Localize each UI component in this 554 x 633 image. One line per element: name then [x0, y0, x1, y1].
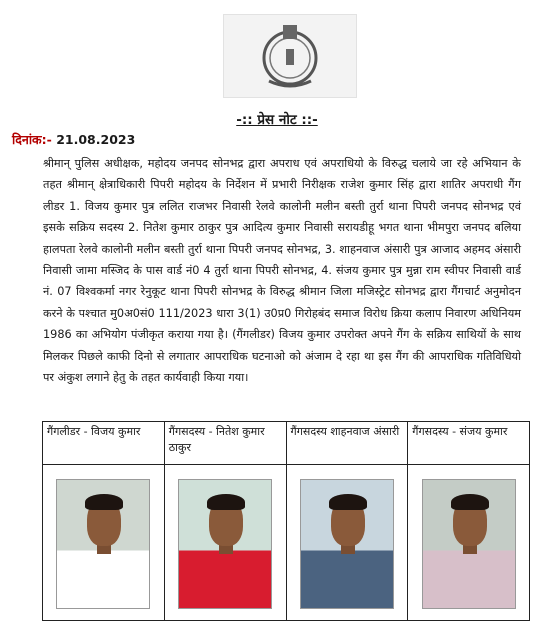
up-police-emblem-icon: [255, 21, 325, 91]
gang-members-table: [42, 421, 530, 621]
press-note-body: श्रीमान् पुलिस अधीक्षक, महोदय जनपद सोनभद्र द्वारा अपराध एवं अपराधियो के विरुद्ध चलाये जा रहे अभियान के तहत श्रीमान् क्षेत्राधिकारी पिपरी महोदय के निर्देशन में प्रभारी निरीक्षक राजेश कुमार सिंह द्वारा शातिर अपराधी गैंग लीडर 1. विजय कुमार पुत्र ललित राजभर निवासी रेलवे कालोनी मलीन बस्ती तुर्रा थाना पिपरी जनपद सोनभद्र एवं इसके सक्रिय सदस्य 2. नितेश कुमार ठाकुर पुत्र आदित्य कुमार निवासी सरायडीहू भगत थाना भीमपुरा जनपद बलिया हालपता रेलवे कालोनी मलीन बस्ती तुर्रा थाना पिपरी जनपद सोनभद्र, 3. शाहनवाज अंसारी पुत्र आजाद अहमद अंसारी निवासी जामा मस्जिद के पास वार्ड नं0 4 तुर्रा थाना पिपरी सोनभद्र, 4. संजय कुमार पुत्र मुन्ना राम स्वीपर निवासी वार्ड नं. 07 विश्वकर्मा नगर रेनुकूट थाना पिपरी सोनभद्र के विरुद्ध श्रीमान जिला मजिस्ट्रेट सोनभद्र द्वारा गैंगचार्ट अनुमोदन करने के पश्चात मु0अ0सं0 111/2023 धारा 3(1) उ0प्र0 गिरोहबंद समाज विरोध क्रिया कलाप निवारण अधिनियम 1986 का अभियोग पंजीकृत कराया गया है। (गैंगलीडर) विजय कुमार उपरोक्त अपने गैंग के सक्रिय साथियों के साथ मिलकर पिछले काफी दिनो से लगातार आपराधिक घटनाओ को अंजाम दे रहा था इस गैंग की आपराधिक गतिविधियो पर अंकुश लगाने हेतु के तहत कार्यवाही किया गया।: [43, 157, 521, 385]
member-photo-cell-1: [43, 465, 165, 621]
member-photo-3: [300, 479, 394, 609]
page-title: -:: प्रेस नोट ::-: [236, 112, 318, 128]
member-photo-2: [178, 479, 272, 609]
member-label-4: गैंगसदस्य - संजय कुमार: [408, 422, 530, 465]
member-photo-cell-3: [286, 465, 408, 621]
member-label-1: गैंगलीडर - विजय कुमार: [43, 422, 165, 465]
date-value: 21.08.2023: [56, 132, 136, 147]
member-photo-1: [56, 479, 150, 609]
date-label: दिनांक:-: [12, 132, 52, 147]
member-label-3: गैंगसदस्य शाहनवाज अंसारी: [286, 422, 408, 465]
member-photo-cell-2: [164, 465, 286, 621]
member-photo-4: [422, 479, 516, 609]
police-emblem: [223, 14, 357, 98]
date-line: [12, 131, 135, 148]
member-photo-cell-4: [408, 465, 530, 621]
member-label-2: गैंगसदस्य - नितेश कुमार ठाकुर: [164, 422, 286, 465]
